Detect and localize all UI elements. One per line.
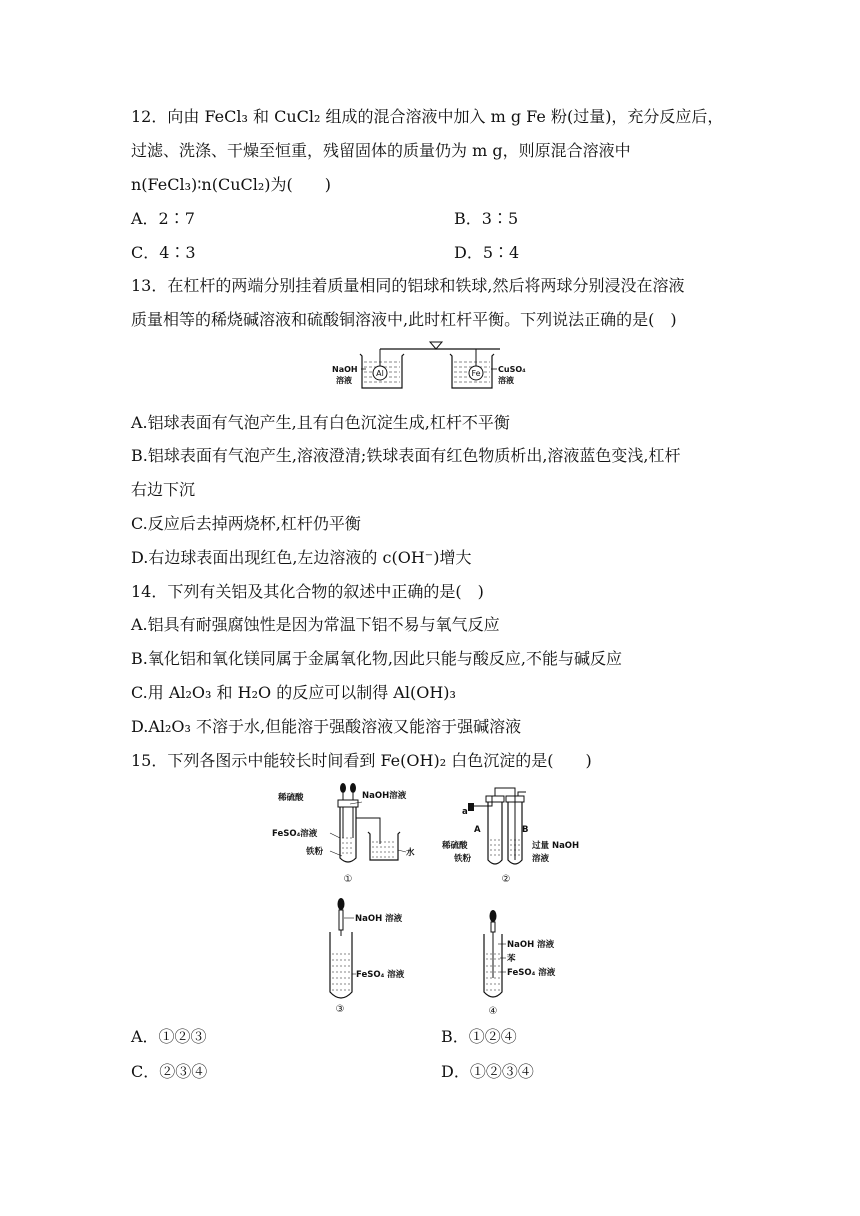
q12-option-c: C．4∶3 [131,243,196,262]
naoh-label: NaOH [332,365,358,374]
fig4-number: ④ [488,1006,498,1017]
iron-ball-label: Fe [471,369,481,378]
fig4-benzene-label: 苯 [507,954,516,964]
aluminum-ball-label: Al [376,369,384,378]
q13-option-b-line2: 右边下沉 [131,480,196,499]
fig2-solution-label: 溶液 [532,854,550,864]
q12-stem-line3: n(FeCl₃)∶n(CuCl₂)为( ) [131,175,332,194]
q12-option-b: B．3∶5 [454,209,519,228]
q14-option-b: B.氧化铝和氧化镁同属于金属氧化物,因此只能与酸反应,不能与碱反应 [131,649,623,668]
q15-option-a: A．①②③ [131,1027,207,1046]
fig2-clamp-a-label: a [462,807,468,817]
fig1-dilute-sulfuric-label: 稀硫酸 [278,793,304,803]
q13-option-a: A.铝球表面有气泡产生,且有白色沉淀生成,杠杆不平衡 [131,413,510,432]
q13-option-d: D.右边球表面出现红色,左边溶液的 c(OH⁻)增大 [131,548,472,567]
fig2-tube-a-label: A [474,825,481,835]
q14-option-c: C.用 Al₂O₃ 和 H₂O 的反应可以制得 Al(OH)₃ [131,683,456,702]
q12-option-a: A．2∶7 [131,209,195,228]
q14-option-a: A.铝具有耐强腐蚀性是因为常温下铝不易与氧气反应 [131,615,500,634]
fig1-number: ① [343,874,353,885]
q12-stem-line2: 过滤、洗涤、干燥至恒重，残留固体的质量仍为 m g，则原混合溶液中 [131,141,631,160]
fig3-feso4-label: FeSO₄ 溶液 [356,970,405,980]
q14-stem: 14．下列有关铝及其化合物的叙述中正确的是( ) [131,582,484,601]
q15-option-b: B．①②④ [441,1027,517,1046]
cuso4-label: CuSO₄ [498,365,526,374]
fig1-iron-powder-label: 铁粉 [306,847,324,857]
fig1-water-label: 水 [406,848,415,858]
q13-option-c: C.反应后去掉两烧杯,杠杆仍平衡 [131,514,361,533]
fig1-feso4-label: FeSO₄溶液 [272,829,318,839]
figure-4-apparatus [478,906,598,1018]
fig4-naoh-label: NaOH 溶液 [507,940,555,950]
fig4-feso4-label: FeSO₄ 溶液 [507,968,556,978]
lever-beaker-figure [330,336,540,396]
cuso4-solution-label: 溶液 [498,376,514,385]
fig3-naoh-label: NaOH 溶液 [355,914,403,924]
q13-stem-line2: 质量相等的稀烧碱溶液和硫酸铜溶液中,此时杠杆平衡。下列说法正确的是( ) [131,310,677,329]
q12-stem-line1: 12．向由 FeCl₃ 和 CuCl₂ 组成的混合溶液中加入 m g Fe 粉(过量)，充分反应后， [131,107,724,126]
q15-option-d: D．①②③④ [441,1062,534,1081]
fig1-naoh-label: NaOH溶液 [362,791,407,801]
figure-1-apparatus [270,778,430,888]
q15-stem: 15．下列各图示中能较长时间看到 Fe(OH)₂ 白色沉淀的是( ) [131,751,592,770]
fig2-tube-b-label: B [522,825,529,835]
fig2-dilute-sulfuric-label: 稀硫酸 [442,841,468,851]
fig2-iron-powder-label: 铁粉 [454,854,472,864]
fig2-excess-naoh-label: 过量 NaOH [532,841,580,851]
figure-2-apparatus [440,778,600,888]
q14-option-d: D.Al₂O₃ 不溶于水,但能溶于强酸溶液又能溶于强碱溶液 [131,717,522,736]
q13-stem-line1: 13．在杠杆的两端分别挂着质量相同的铝球和铁球,然后将两球分别浸没在溶液 [131,276,685,295]
naoh-solution-label: 溶液 [336,376,352,385]
q15-option-c: C．②③④ [131,1062,208,1081]
q13-option-b-line1: B.铝球表面有气泡产生,溶液澄清;铁球表面有红色物质析出,溶液蓝色变浅,杠杆 [131,446,681,465]
figure-3-apparatus [312,892,432,1018]
q12-option-d: D．5∶4 [454,243,520,262]
fig2-number: ② [501,874,511,885]
fig3-number: ③ [335,1004,345,1015]
